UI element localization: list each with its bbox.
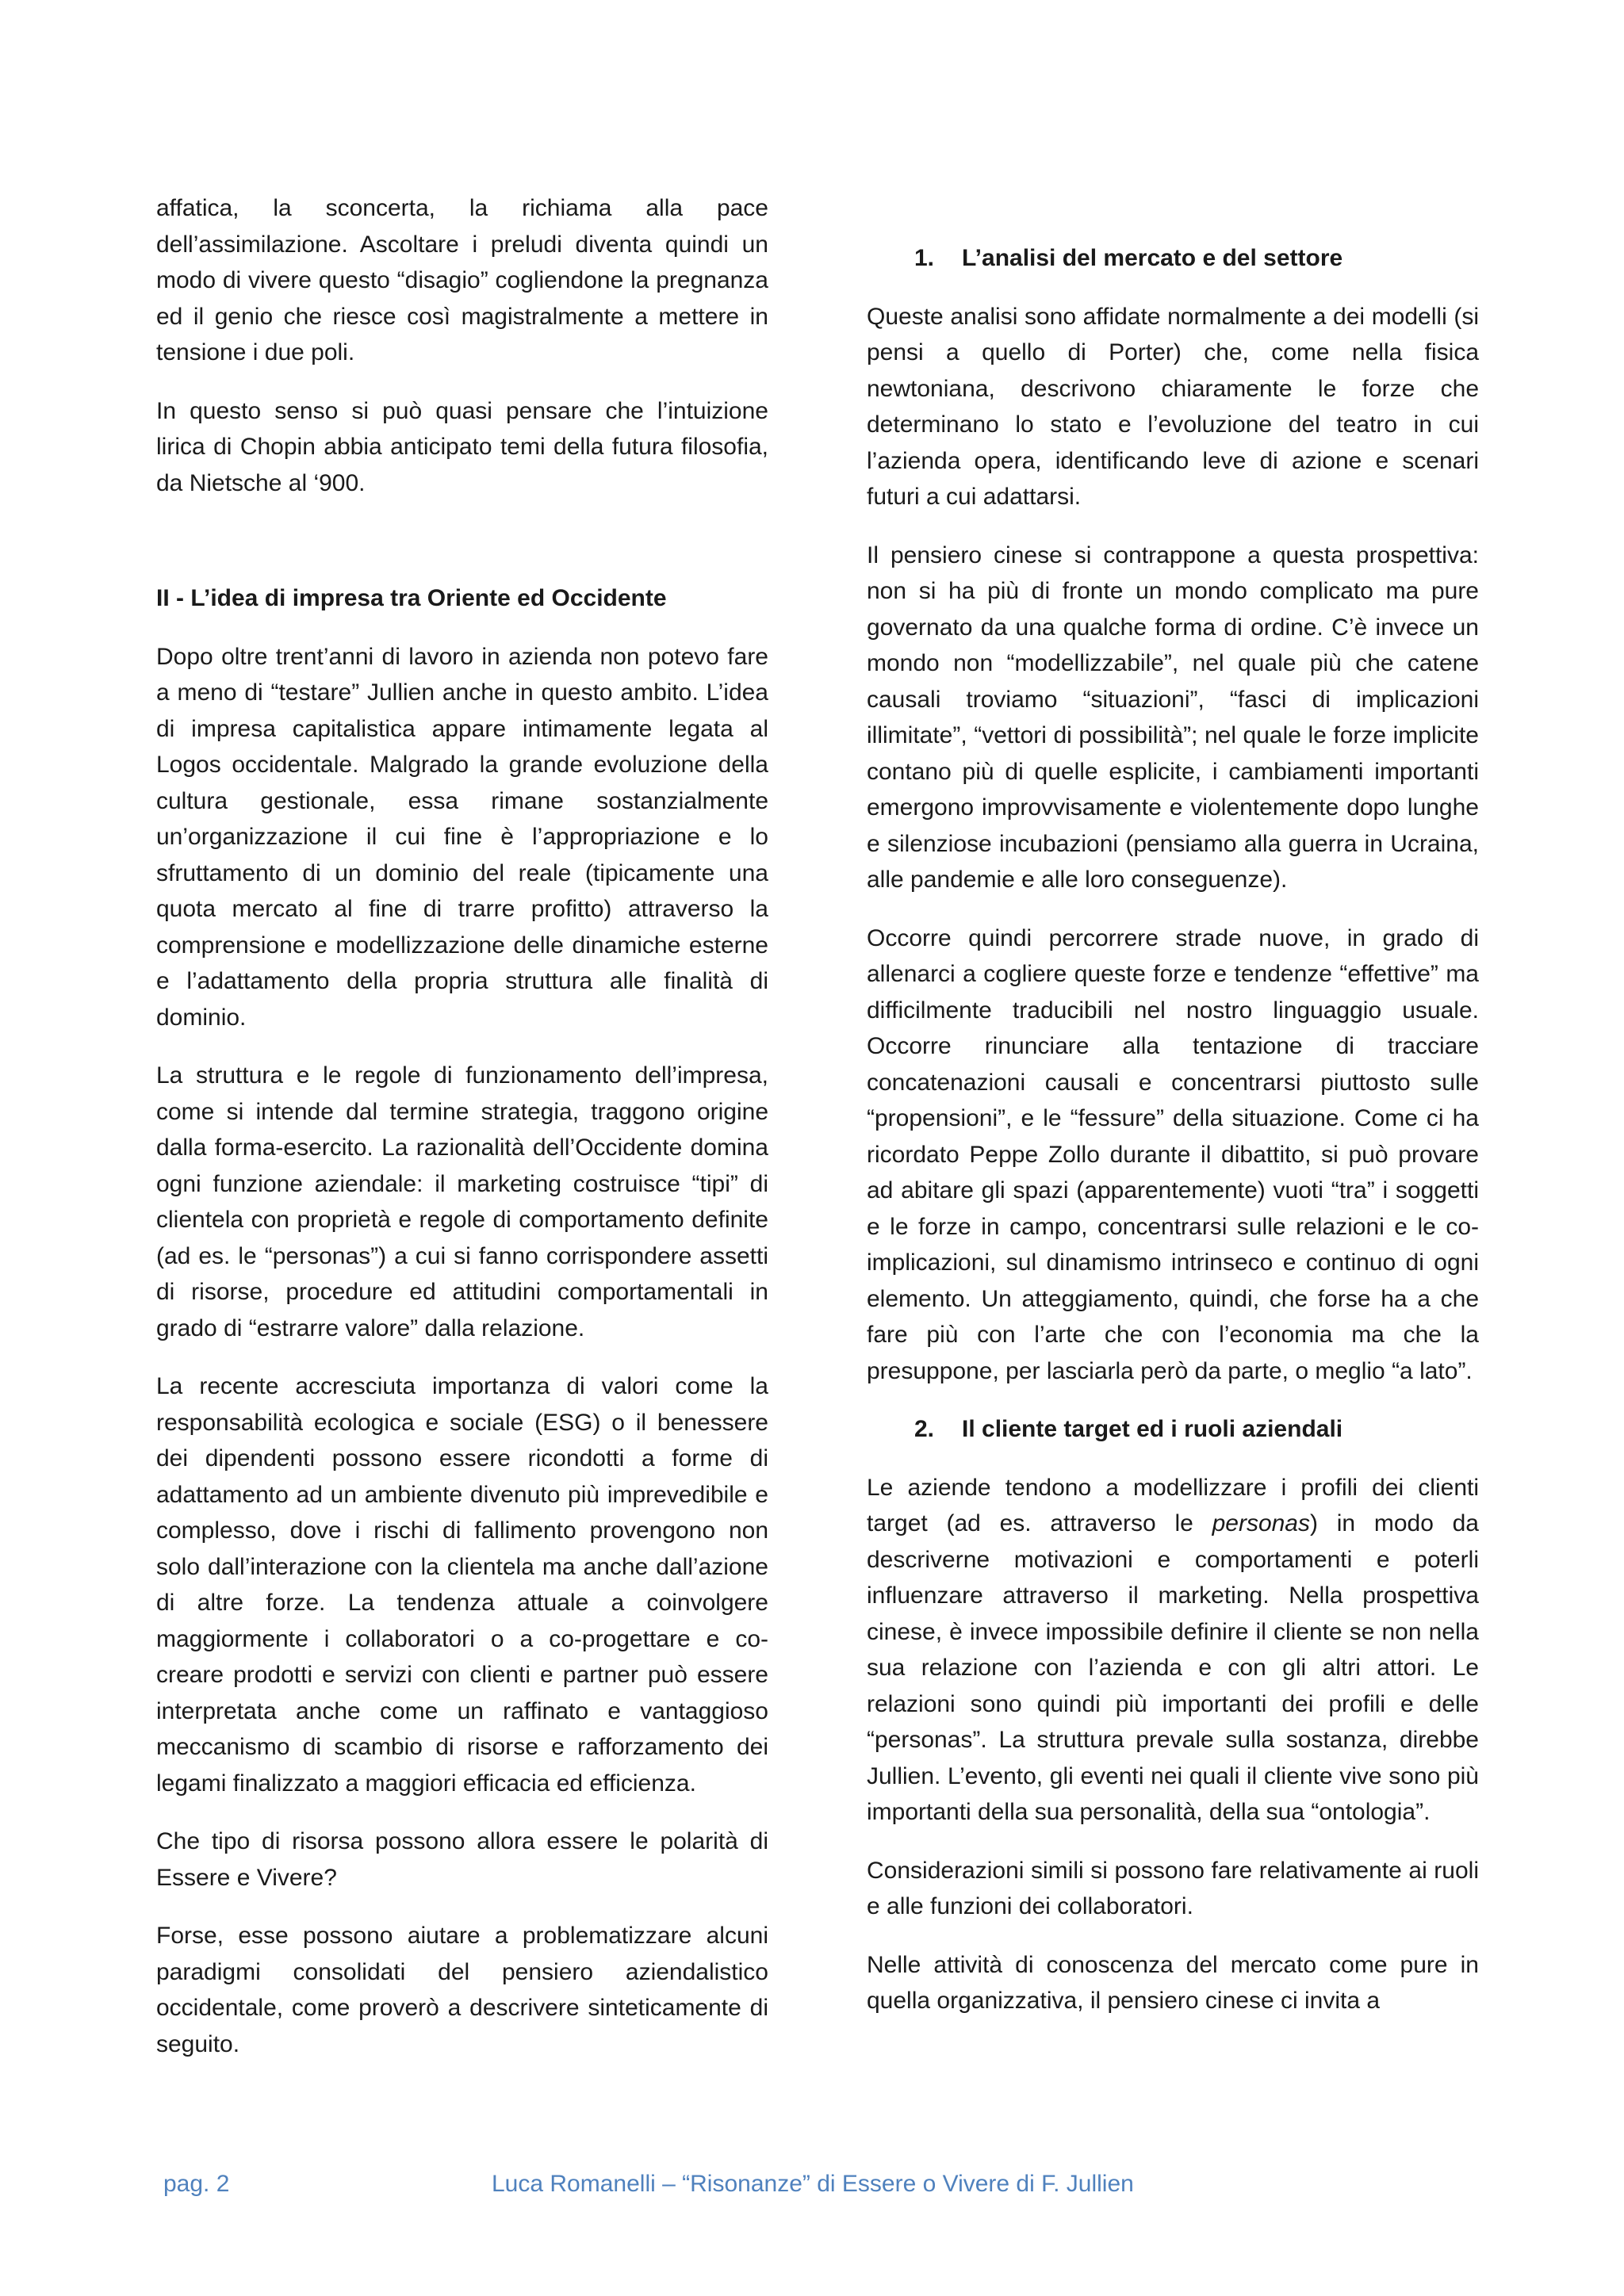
left-paragraph-6: Che tipo di risorsa possono allora essere le polarità di Essere e Vivere? <box>156 1828 768 1891</box>
subsection-heading-1 <box>867 240 1479 277</box>
right-paragraph-6: Nelle attività di conoscenza del mercato come pure in quella organizzativa, il pensiero cinese ci invita a <box>867 1951 1479 2014</box>
right-paragraph-1: Queste analisi sono affidate normalmente a dei modelli (si pensi a quello di Porter) che, come nella fisica newtoniana, descrivono chiaramente le forze che determinano lo stato e l’evoluzione del teatro in cui l’azienda opera, identificando leve di azione e scenari futuri a cui adattarsi. <box>867 303 1479 510</box>
left-paragraph-7: Forse, esse possono aiutare a problematizzare alcuni paradigmi consolidati del pensiero aziendalistico occidentale, come proverò a descrivere sinteticamente di seguito. <box>156 1923 768 2057</box>
left-paragraph-4: La struttura e le regole di funzionamento dell’impresa, come si intende dal termine strategia, traggono origine dalla forma-esercito. La razionalità dell’Occidente domina ogni funzione aziendale: il marketing costruisce “tipi” di clientela con proprietà e regole di comportamento definite (ad es. le “personas”) a cui si fanno corrispondere assetti di risorse, procedure ed attitudini comportamentali in grado di “estrarre valore” dalla relazione. <box>156 1062 768 1341</box>
right-column <box>867 240 1479 2042</box>
section-heading: II - L’idea di impresa tra Oriente ed Occidente <box>156 585 667 611</box>
subsection-number-1: 1. <box>914 245 935 271</box>
left-paragraph-1: affatica, la sconcerta, la richiama alla pace dell’assimilazione. Ascoltare i preludi diventa quindi un modo di vivere questo “disagio” cogliendone la pregnanza ed il genio che riesce così magistralmente a mettere in tensione i due poli. <box>156 195 768 365</box>
left-paragraph-2: In questo senso si può quasi pensare che l’intuizione lirica di Chopin abbia anticipato temi della futura filosofia, da Nietsche al ‘900. <box>156 397 768 496</box>
page-number: pag. 2 <box>163 2171 230 2197</box>
footer-title: Luca Romanelli – “Risonanze” di Essere o Vivere di F. Jullien <box>492 2171 1134 2197</box>
subsection-number-2: 2. <box>914 1416 935 1442</box>
right-paragraph-4 <box>867 1470 1479 1831</box>
right-paragraph-4-italic: personas <box>1212 1510 1310 1536</box>
right-paragraph-5: Considerazioni simili si possono fare relativamente ai ruoli e alle funzioni dei collaboratori. <box>867 1857 1479 1919</box>
subsection-title-1: L’analisi del mercato e del settore <box>962 245 1343 271</box>
subsection-title-2: Il cliente target ed i ruoli aziendali <box>962 1416 1343 1442</box>
right-paragraph-2: Il pensiero cinese si contrappone a questa prospettiva: non si ha più di fronte un mondo complicato ma pure governato da una qualche forma di ordine. C’è invece un mondo non “modellizzabile”, nel quale più che catene causali troviamo “situazioni”, “fasci di implicazioni illimitate”, “vettori di possibilità”; nel quale le forze implicite contano più di quelle esplicite, i cambiamenti importanti emergono improvvisamente e violentemente dopo lunghe e silenziose incubazioni (pensiamo alla guerra in Ucraina, alle pandemie e alle loro conseguenze). <box>867 541 1479 893</box>
right-paragraph-3: Occorre quindi percorrere strade nuove, in grado di allenarci a cogliere queste forze e tendenze “effettive” ma difficilmente traducibili nel nostro linguaggio usuale. Occorre rinunciare alla tentazione di tracciare concatenazioni causali e concentrarsi piuttosto sulle “propensioni”, e le “fessure” della situazione. Come ci ha ricordato Peppe Zollo durante il dibattito, si può provare ad abitare gli spazi (apparentemente) vuoti “tra” i soggetti e le forze in campo, concentrarsi sulle relazioni e le co-implicazioni, sul dinamismo intrinseco e continuo di ogni elemento. Un atteggiamento, quindi, che forse ha a che fare più con l’arte che con l’economia ma che la presuppone, per lasciarla però da parte, o meglio “a lato”. <box>867 924 1479 1384</box>
subsection-heading-2 <box>867 1411 1479 1448</box>
left-column <box>156 190 768 2084</box>
left-paragraph-3: Dopo oltre trent’anni di lavoro in azienda non potevo fare a meno di “testare” Jullien anche in questo ambito. L’idea di impresa capitalistica appare intimamente legata al Logos occidentale. Malgrado la grande evoluzione della cultura gestionale, essa rimane sostanzialmente un’organizzazione il cui fine è l’appropriazione e lo sfruttamento di un dominio del reale (tipicamente una quota mercato al fine di trarre profitto) attraverso la comprensione e modellizzazione delle dinamiche esterne e l’adattamento della propria struttura alle finalità di dominio. <box>156 643 768 1031</box>
right-paragraph-4-start: Le aziende tendono a modellizzare i profili dei clienti target (ad es. attraverso le <box>867 1474 1479 1536</box>
right-paragraph-4-end: ) in modo da descriverne motivazioni e comportamenti e poterli influenzare attraverso il marketing. Nella prospettiva cinese, è invece impossibile definire il cliente se non nella sua relazione con l’azienda e con gli altri attori. Le relazioni sono quindi più importanti dei profili e delle “personas”. La struttura prevale sulla sostanza, direbbe Jullien. L’evento, gli eventi nei quali il cliente vive sono più importanti della sua personalità, della sua “ontologia”. <box>867 1510 1479 1825</box>
left-paragraph-5: La recente accresciuta importanza di valori come la responsabilità ecologica e sociale (ESG) o il benessere dei dipendenti possono essere ricondotti a forme di adattamento ad un ambiente divenuto più imprevedibile e complesso, dove i rischi di fallimento provengono non solo dall’interazione con la clientela ma anche dall’azione di altre forze. La tendenza attuale a coinvolgere maggiormente i collaboratori o a co-progettare e co-creare prodotti e servizi con clienti e partner può essere interpretata anche come un raffinato e vantaggioso meccanismo di scambio di risorse e rafforzamento dei legami finalizzato a maggiori efficacia ed efficienza. <box>156 1373 768 1797</box>
